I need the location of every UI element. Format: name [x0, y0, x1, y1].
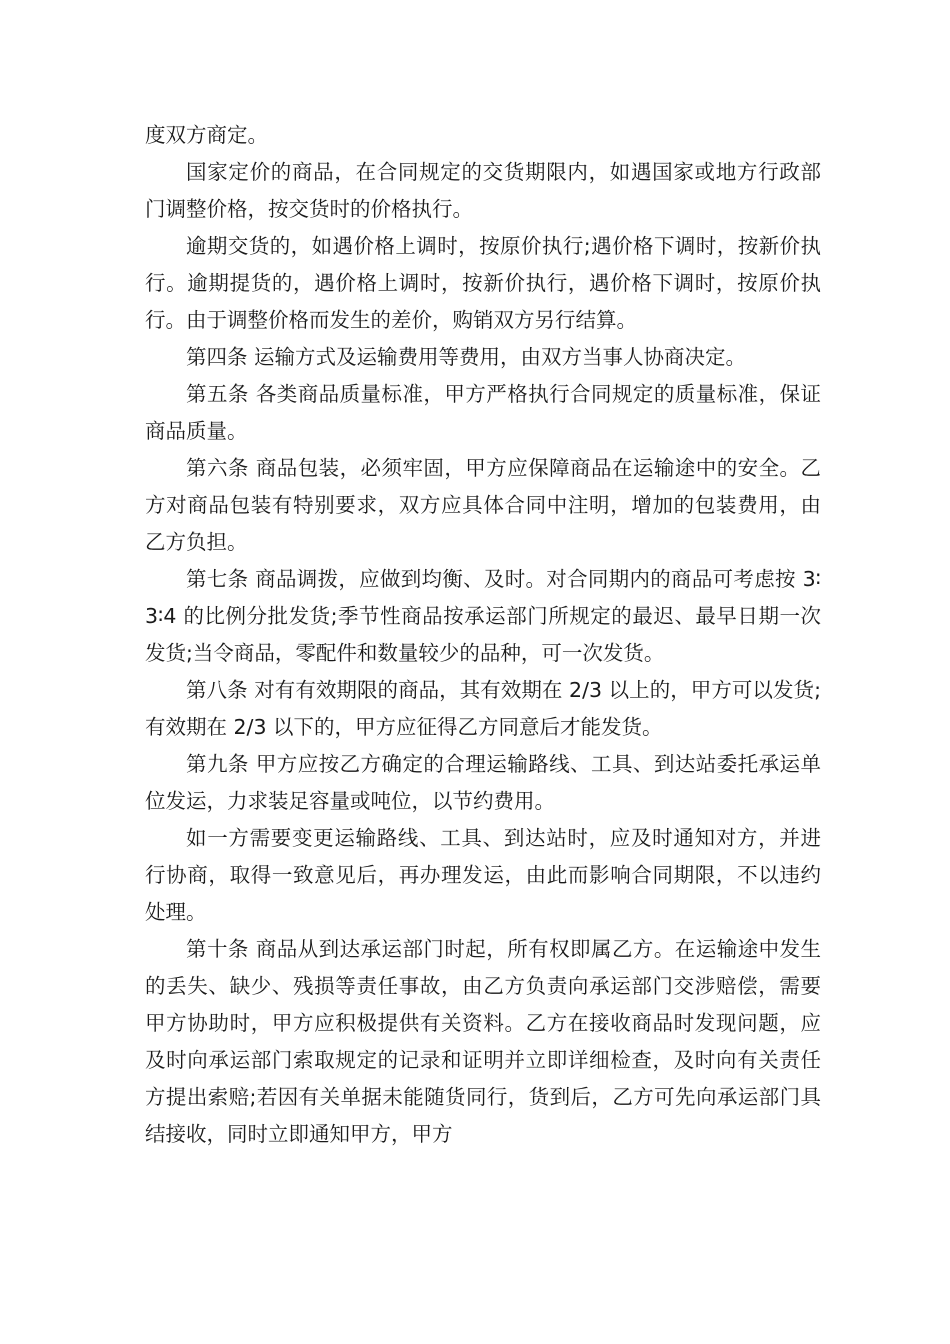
- paragraph-8: 第八条 对有有效期限的商品，其有效期在 2/3 以上的，甲方可以发货;有效期在 2/3 以下的，甲方应征得乙方同意后才能发货。: [145, 678, 821, 739]
- paragraph-9: 第九条 甲方应按乙方确定的合理运输路线、工具、到达站委托承运单位发运，力求装足容量或吨位，以节约费用。: [145, 752, 821, 813]
- paragraph-11: 第十条 商品从到达承运部门时起，所有权即属乙方。在运输途中发生的丢失、缺少、残损等责任事故，由乙方负责向承运部门交涉赔偿，需要甲方协助时，甲方应积极提供有关资料。乙方在接收商品时发现问题，应及时向承运部门索取规定的记录和证明并立即详细检查，及时向有关责任方提出索赔;若因有关单据未能随货同行，货到后，乙方可先向承运部门具结接收，同时立即通知甲方，甲方: [145, 937, 821, 1146]
- paragraph-3: 逾期交货的，如遇价格上调时，按原价执行;遇价格下调时，按新价执行。逾期提货的，遇价格上调时，按新价执行，遇价格下调时，按原价执行。由于调整价格而发生的差价，购销双方另行结算。: [145, 234, 821, 332]
- paragraph-5: 第五条 各类商品质量标准，甲方严格执行合同规定的质量标准，保证商品质量。: [145, 382, 821, 443]
- paragraph-6: 第六条 商品包装，必须牢固，甲方应保障商品在运输途中的安全。乙方对商品包装有特别要求，双方应具体合同中注明，增加的包装费用，由乙方负担。: [145, 456, 821, 554]
- paragraph-7: 第七条 商品调拨，应做到均衡、及时。对合同期内的商品可考虑按 3∶3∶4 的比例分批发货;季节性商品按承运部门所规定的最迟、最早日期一次发货;当令商品，零配件和数量较少的品种，可一次发货。: [145, 567, 821, 665]
- document-body: [145, 117, 821, 1153]
- paragraph-10: 如一方需要变更运输路线、工具、到达站时，应及时通知对方，并进行协商，取得一致意见后，再办理发运，由此而影响合同期限，不以违约处理。: [145, 826, 821, 924]
- paragraph-4: 第四条 运输方式及运输费用等费用，由双方当事人协商决定。: [186, 345, 747, 369]
- paragraph-2: 国家定价的商品，在合同规定的交货期限内，如遇国家或地方行政部门调整价格，按交货时的价格执行。: [145, 160, 821, 221]
- paragraph-1: 度双方商定。: [145, 123, 268, 147]
